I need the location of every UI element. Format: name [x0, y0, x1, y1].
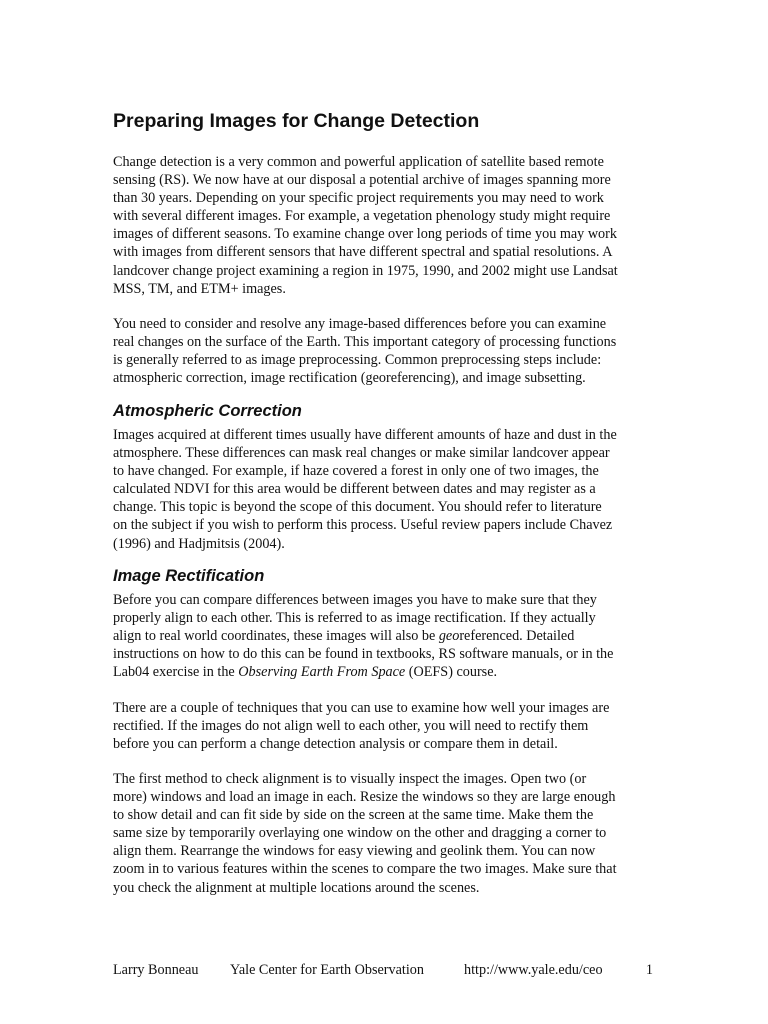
- preprocessing-paragraph: [113, 315, 653, 387]
- text-line: same size by temporarily overlaying one window on the other and dragging a corner to: [113, 825, 607, 842]
- text-line: sensing (RS). We now have at our disposal a potential archive of images spanning more: [113, 172, 611, 189]
- atmospheric-paragraph: [113, 426, 653, 553]
- text-line: atmosphere. These differences can mask real changes or make similar landcover appear: [113, 445, 610, 462]
- text-line: before you can perform a change detection analysis or compare them in detail.: [113, 736, 558, 753]
- footer-author: Larry Bonneau: [113, 962, 199, 978]
- text-line: images of different seasons. To examine change over long periods of time you may work: [113, 226, 617, 243]
- footer-organization: Yale Center for Earth Observation: [230, 962, 424, 978]
- document-page: [113, 0, 653, 1024]
- image-rectification-heading: Image Rectification: [113, 567, 265, 585]
- text-line: landcover change project examining a region in 1975, 1990, and 2002 might use Landsat: [113, 262, 618, 279]
- text-line: Images acquired at different times usually have different amounts of haze and dust in the: [113, 427, 617, 443]
- atmospheric-correction-heading: Atmospheric Correction: [113, 402, 302, 420]
- text-line: than 30 years. Depending on your specific project requirements you may need to work: [113, 190, 604, 207]
- text-line: Change detection is a very common and powerful application of satellite based remote: [113, 154, 604, 170]
- text-line: on the subject if you wish to perform this process. Useful review papers include Chavez: [113, 517, 613, 534]
- text-line: real changes on the surface of the Earth. This important category of processing functions: [113, 334, 617, 351]
- text-line: You need to consider and resolve any image-based differences before you can examine: [113, 316, 607, 332]
- text-line: more) windows and load an image in each. Resize the windows so they are large enough: [113, 789, 616, 806]
- text-line: to have changed. For example, if haze covered a forest in only one of two images, the: [113, 463, 599, 480]
- text-line: There are a couple of techniques that you can use to examine how well your images are: [113, 700, 610, 716]
- text-segment: (OEFS) course.: [405, 664, 498, 681]
- text-line: with images from different sensors that have different spectral and spatial resolutions. A: [113, 244, 613, 261]
- text-line: zoom in to various features within the scenes to compare the two images. Make sure that: [113, 861, 617, 878]
- italic-text: geo: [438, 628, 460, 645]
- text-line: align them. Rearrange the windows for easy viewing and geolink them. You can now: [113, 843, 596, 860]
- page-footer: [113, 960, 653, 980]
- text-segment: align to real world coordinates, these images will also be: [113, 628, 439, 645]
- text-line: is generally referred to as image preprocessing. Common preprocessing steps include:: [113, 352, 602, 369]
- text-segment: Lab04 exercise in the: [113, 664, 239, 681]
- course-title: Observing Earth From Space: [238, 664, 406, 681]
- text-line: to show detail and can fit side by side on the screen at the same time. Make them the: [113, 807, 594, 824]
- text-line: MSS, TM, and ETM+ images.: [113, 280, 286, 297]
- text-line: [113, 627, 653, 645]
- text-line: (1996) and Hadjmitsis (2004).: [113, 535, 285, 552]
- text-segment: referenced. Detailed: [459, 628, 575, 645]
- rectification-paragraph-1: [113, 591, 653, 681]
- text-line: atmospheric correction, image rectification (georeferencing), and image subsetting.: [113, 370, 586, 387]
- rectification-paragraph-2: [113, 699, 653, 753]
- text-line: The first method to check alignment is to visually inspect the images. Open two (or: [113, 771, 587, 787]
- text-line: change. This topic is beyond the scope of this document. You should refer to literature: [113, 499, 602, 516]
- page-title: Preparing Images for Change Detection: [113, 110, 480, 132]
- text-line: [113, 663, 653, 681]
- text-line: you check the alignment at multiple locations around the scenes.: [113, 879, 480, 896]
- footer-url[interactable]: http://www.yale.edu/ceo: [464, 962, 603, 978]
- text-line: Before you can compare differences between images you have to make sure that they: [113, 592, 597, 608]
- text-line: properly align to each other. This is referred to as image rectification. If they actually: [113, 610, 596, 627]
- text-line: with several different images. For example, a vegetation phenology study might require: [113, 208, 611, 225]
- text-line: calculated NDVI for this area would be different between dates and may register as a: [113, 481, 596, 498]
- rectification-paragraph-3: [113, 770, 653, 897]
- text-line: rectified. If the images do not align well to each other, you will need to rectify them: [113, 718, 589, 735]
- intro-paragraph: [113, 153, 653, 298]
- text-line: instructions on how to do this can be found in textbooks, RS software manuals, or in the: [113, 646, 614, 663]
- footer-page-number: 1: [645, 962, 653, 978]
